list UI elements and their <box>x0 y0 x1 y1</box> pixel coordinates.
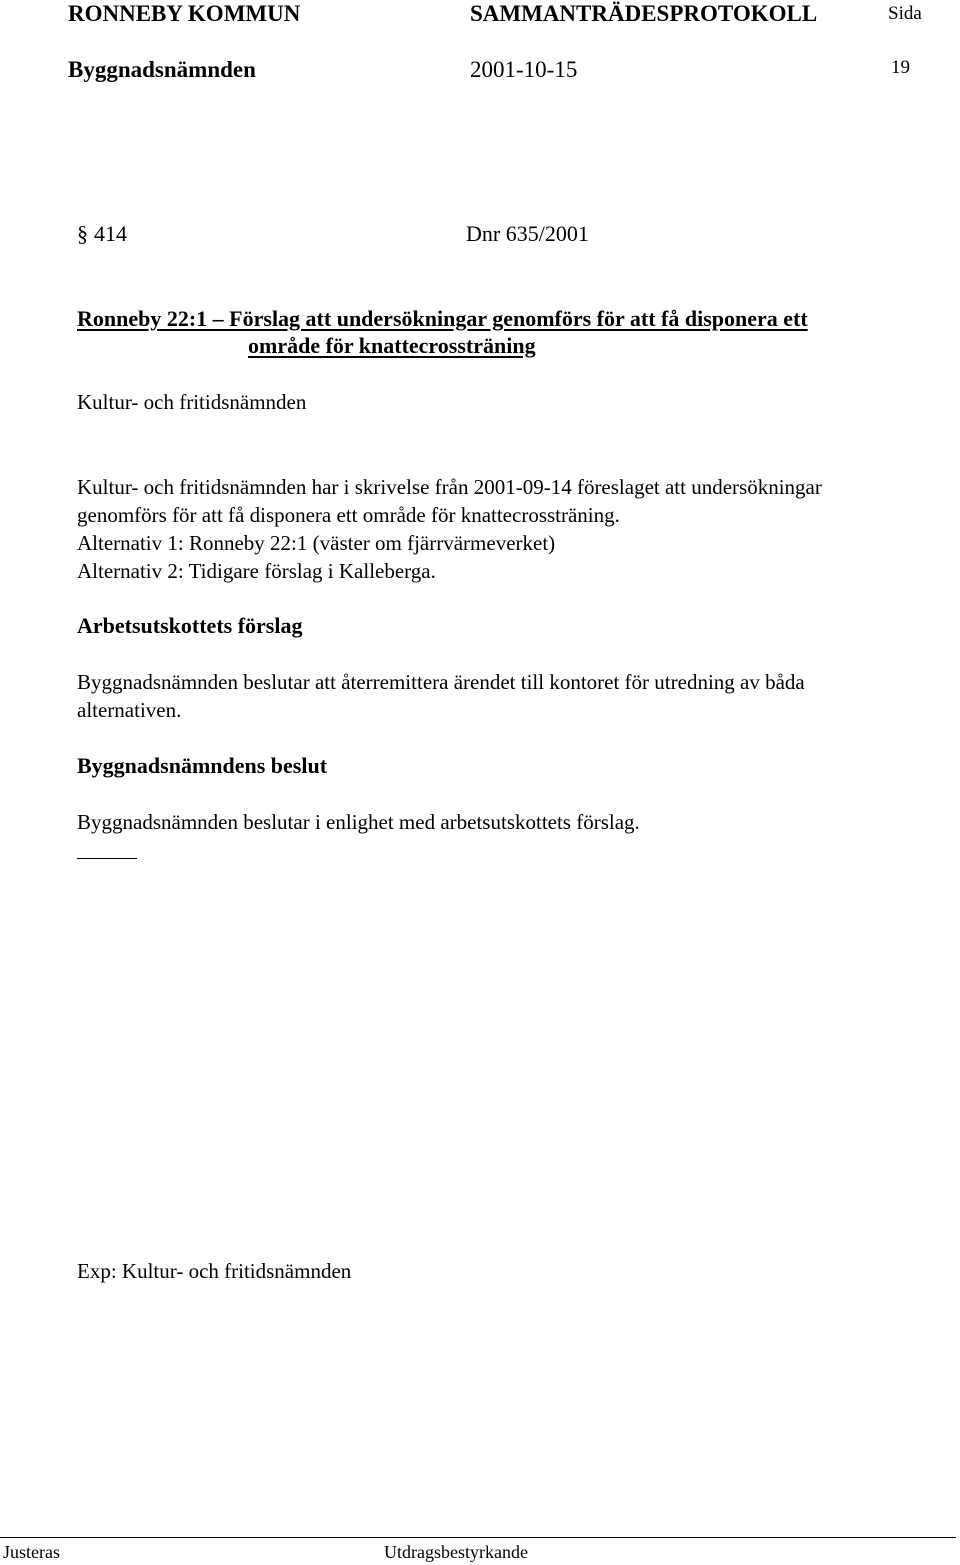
body-line: Alternativ 1: Ronneby 22:1 (väster om fjärrvärmeverket) <box>77 531 556 555</box>
end-rule <box>77 858 137 859</box>
item-number: 414 <box>94 221 127 246</box>
body-line: genomförs för att få disponera ett område för knattecrossträning. <box>77 503 620 527</box>
section-sign: § <box>77 221 88 246</box>
originator: Kultur- och fritidsnämnden <box>77 390 307 414</box>
meeting-date: 2001-10-15 <box>470 57 578 82</box>
footer-utdragsbestyrkande: Utdragsbestyrkande <box>384 1542 528 1562</box>
org-name: RONNEBY KOMMUN <box>68 1 301 26</box>
page-label: Sida <box>888 3 922 24</box>
page-number: 19 <box>891 57 910 78</box>
expedition-note: Exp: Kultur- och fritidsnämnden <box>77 1259 352 1283</box>
item-title-line-1: Ronneby 22:1 – Förslag att undersökningar genomförs för att få disponera ett <box>77 306 808 331</box>
body-line: Alternativ 2: Tidigare förslag i Kalleberga. <box>77 559 436 583</box>
decision-text: Byggnadsnämnden beslutar i enlighet med arbetsutskottets förslag. <box>77 810 640 834</box>
decision-heading: Byggnadsnämndens beslut <box>77 753 328 778</box>
document-type: SAMMANTRÄDESPROTOKOLL <box>470 1 818 26</box>
proposal-line: Byggnadsnämnden beslutar att återremittera ärendet till kontoret för utredning av båda <box>77 670 805 694</box>
proposal-line: alternativen. <box>77 698 182 722</box>
body-line: Kultur- och fritidsnämnden har i skrivelse från 2001-09-14 föreslaget att undersökningar <box>77 475 822 499</box>
footer-rule <box>0 1537 956 1538</box>
item-title-line-2: område för knattecrossträning <box>248 333 536 358</box>
footer-justeras: Justeras <box>3 1542 60 1562</box>
committee-name: Byggnadsnämnden <box>68 57 256 82</box>
proposal-heading: Arbetsutskottets förslag <box>77 613 303 638</box>
diary-number: Dnr 635/2001 <box>466 221 589 246</box>
